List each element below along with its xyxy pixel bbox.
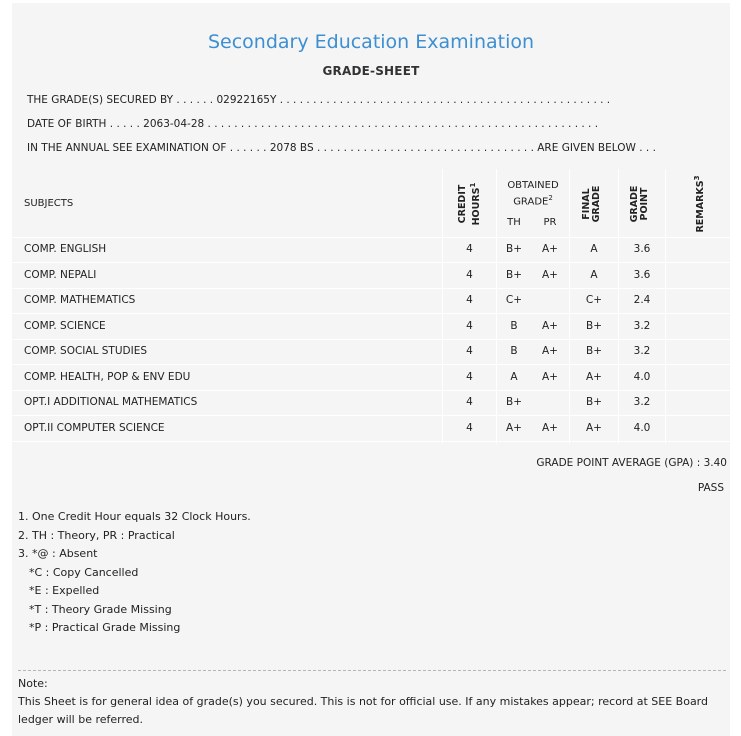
- practical-grade: A+: [542, 243, 558, 255]
- final-grade: B+: [585, 345, 602, 357]
- theory-grade: B+: [505, 396, 522, 408]
- subject-name: COMP. ENGLISH: [24, 243, 107, 255]
- practical-grade: A+: [542, 371, 558, 383]
- credit-hours: 4: [466, 320, 473, 332]
- final-grade: A+: [586, 371, 602, 383]
- exam-line: IN THE ANNUAL SEE EXAMINATION OF . . . . . . 2078 BS . . . . . . . . . . . . . . . . . . . . . . . . . . . . . . . . . ARE GIVEN BELOW . . .: [27, 142, 656, 154]
- theory-header: TH: [507, 217, 521, 228]
- date-of-birth: 2063-04-28: [143, 118, 205, 130]
- theory-grade: B: [510, 320, 518, 332]
- subject-name: OPT.II COMPUTER SCIENCE: [24, 422, 165, 434]
- obtained-grade-header: OBTAINED GRADE$^2$: [507, 180, 559, 208]
- note-item: *C : Copy Cancelled: [29, 565, 139, 579]
- page-title: Secondary Education Examination: [207, 31, 535, 53]
- sheet-subtitle: GRADE-SHEET: [322, 64, 420, 78]
- grade-point-header: GRADE POINT: [629, 185, 650, 223]
- subject-name: COMP. MATHEMATICS: [24, 294, 136, 306]
- grade-point: 4.0: [633, 371, 651, 383]
- remarks-header: REMARKS$^3$: [693, 175, 707, 233]
- credit-hours: 4: [466, 371, 473, 383]
- dob-line: DATE OF BIRTH . . . . . 2063-04-28 . . . . . . . . . . . . . . . . . . . . . . . . . . . . . . . . . . . . . . . . . . . . . . . . . . . . . . . . . . .: [27, 118, 599, 130]
- grade-point: 4.0: [633, 422, 651, 434]
- grade-point: 3.6: [633, 269, 651, 281]
- subject-name: COMP. HEALTH, POP & ENV EDU: [24, 371, 191, 383]
- divider: [18, 670, 726, 671]
- secured-by-line: THE GRADE(S) SECURED BY . . . . . . 02922165Y . . . . . . . . . . . . . . . . . . . . . . . . . . . . . . . . . . . . . . . . . . . . . . . . . .: [27, 94, 611, 106]
- final-grade: B+: [585, 396, 602, 408]
- grade-table: [12, 169, 730, 444]
- footer-label: Note:: [18, 677, 48, 690]
- practical-header: PR: [543, 217, 557, 228]
- grade-point: 2.4: [633, 294, 651, 306]
- credit-hours: 4: [466, 294, 473, 306]
- practical-grade: A+: [542, 422, 558, 434]
- theory-grade: A+: [506, 422, 522, 434]
- grade-point: 3.2: [633, 396, 651, 408]
- result-status: PASS: [697, 482, 724, 494]
- footer-note: [18, 675, 724, 729]
- theory-grade: A: [510, 371, 518, 383]
- final-grade: A: [590, 269, 598, 281]
- subject-name: COMP. SOCIAL STUDIES: [24, 345, 148, 357]
- final-grade: A+: [586, 422, 602, 434]
- footer-text: This Sheet is for general idea of grade(s) you secured. This is not for official use. If any mistakes appear; record at SEE Board ledger will be referred.: [18, 695, 708, 726]
- grade-point: 3.2: [633, 345, 651, 357]
- note-item: *P : Practical Grade Missing: [29, 621, 181, 634]
- theory-grade: B+: [505, 243, 522, 255]
- practical-grade: A+: [542, 320, 558, 332]
- practical-grade: A+: [542, 345, 558, 357]
- credit-hours: 4: [466, 422, 473, 434]
- credit-hours: 4: [466, 269, 473, 281]
- theory-grade: B: [510, 345, 518, 357]
- final-grade: A: [590, 243, 598, 255]
- subject-name: COMP. SCIENCE: [24, 320, 106, 332]
- grade-point: 3.6: [633, 243, 651, 255]
- subject-name: COMP. NEPALI: [24, 269, 97, 281]
- symbol-number: 02922165Y: [216, 94, 277, 106]
- grade-sheet: [12, 3, 730, 736]
- subject-name: OPT.I ADDITIONAL MATHEMATICS: [24, 396, 198, 408]
- subjects-header: SUBJECTS: [24, 198, 74, 209]
- grade-point: 3.2: [633, 320, 651, 332]
- note-item: *E : Expelled: [29, 584, 100, 597]
- final-grade-header: FINAL GRADE: [581, 185, 602, 223]
- note-item: 2. TH : Theory, PR : Practical: [18, 528, 175, 542]
- final-grade: B+: [585, 320, 602, 332]
- note-item: *T : Theory Grade Missing: [29, 602, 172, 616]
- final-grade: C+: [585, 294, 603, 306]
- note-item: 3. *@ : Absent: [18, 547, 98, 560]
- theory-grade: B+: [505, 269, 522, 281]
- note-item: 1. One Credit Hour equals 32 Clock Hours.: [18, 510, 251, 523]
- theory-grade: C+: [505, 294, 523, 306]
- notes-list: [18, 508, 251, 638]
- credit-hours-header: CREDIT HOURS$^1$: [457, 182, 483, 226]
- credit-hours: 4: [466, 396, 473, 408]
- credit-hours: 4: [466, 243, 473, 255]
- credit-hours: 4: [466, 345, 473, 357]
- exam-year: 2078 BS: [269, 142, 314, 154]
- gpa-value: GRADE POINT AVERAGE (GPA) : 3.40: [536, 457, 727, 469]
- practical-grade: A+: [542, 269, 558, 281]
